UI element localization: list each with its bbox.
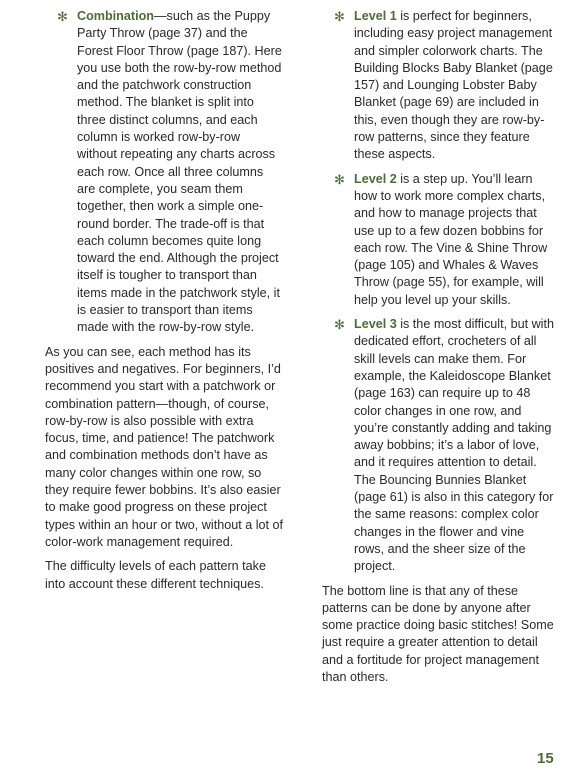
bullet-lead: Level 2: [354, 171, 397, 186]
bullet-body: —such as the Puppy Party Throw (page 37) and the Forest Floor Throw (page 187). Here you use both the row-by-row method and the patchwork construction method. The blanket is split into three distinct columns, and each column is worked row-by-row without repeating any charts across each row. Once all three columns are complete, you seam them together, then work a simple one-round border. The trade-off is that each column becomes quite long toward the end. Although the project itself is tougher to transport than items made in the patchwork style, it is easier to transport than items made with the row-by-row style.: [77, 9, 282, 335]
bullet-lead: Level 3: [354, 317, 397, 332]
level-1-bullet: [322, 8, 554, 164]
bullet-lead: Level 1: [354, 9, 397, 23]
bullet-body: is perfect for beginners, including easy project management and simpler colorwork charts. The Building Blocks Baby Blanket (page 157) and Lounging Lobster Baby Blanket (page 69) are included in this, even though they are row-by-row patterns, since they feature these aspects.: [354, 9, 553, 162]
bullet-text: [354, 171, 554, 309]
paragraph-text: The bottom line is that any of these patterns can be done by anyone after some practice doing basic stitches! Some just require a greater attention to detail and a fortitude for project management than others.: [322, 583, 554, 684]
bullet-body: is the most difficult, but with dedicated effort, crocheters of all skill levels can make them. For example, the Kaleidoscope Blanket (page 163) can require up to 48 color changes in one row, and you’re constantly adding and taking away bobbins; it’s a labor of love, and it requires attention to detail. The Bouncing Bunnies Blanket (page 61) is also in this category for the same reasons: complex color changes in the flower and vine rows, and the sheer size of the project.: [354, 317, 554, 574]
bullet-text: [354, 316, 554, 575]
combination-bullet: [45, 8, 283, 337]
body-paragraph: [45, 344, 283, 552]
body-paragraph: [45, 558, 283, 593]
level-2-bullet: [322, 171, 554, 309]
asterisk-bullet-icon: ✻: [334, 9, 345, 24]
asterisk-bullet-icon: ✻: [57, 9, 68, 24]
right-column: [322, 8, 554, 693]
paragraph-text: As you can see, each method has its positives and negatives. For beginners, I’d recommend you start with a patchwork or combination pattern—though, of course, row-by-row is also possible with extra focus, time, and patience! The patchwork and combination methods don’t have as many color changes within one row, so they require fewer bobbins. It’s also easier to make good progress on these project types within an hour or two, without a lot of color-work management required.: [45, 344, 284, 549]
page-number: 15: [537, 750, 554, 767]
bullet-lead: Combination: [77, 9, 154, 23]
asterisk-bullet-icon: ✻: [334, 171, 345, 187]
bullet-text: [77, 8, 283, 337]
body-paragraph: [322, 583, 554, 687]
level-3-bullet: [322, 316, 554, 575]
paragraph-text: The difficulty levels of each pattern take into account these different techniques.: [45, 559, 266, 591]
bullet-text: [354, 8, 554, 164]
left-column: [45, 8, 283, 600]
asterisk-bullet-icon: ✻: [334, 317, 345, 333]
bullet-body: is a step up. You’ll learn how to work more complex charts, and how to manage projects that use up to a few dozen bobbins for each row. The Vine & Shine Throw (page 105) and Whales & Waves Throw (page 55), for example, will help you level up your skills.: [354, 171, 548, 307]
